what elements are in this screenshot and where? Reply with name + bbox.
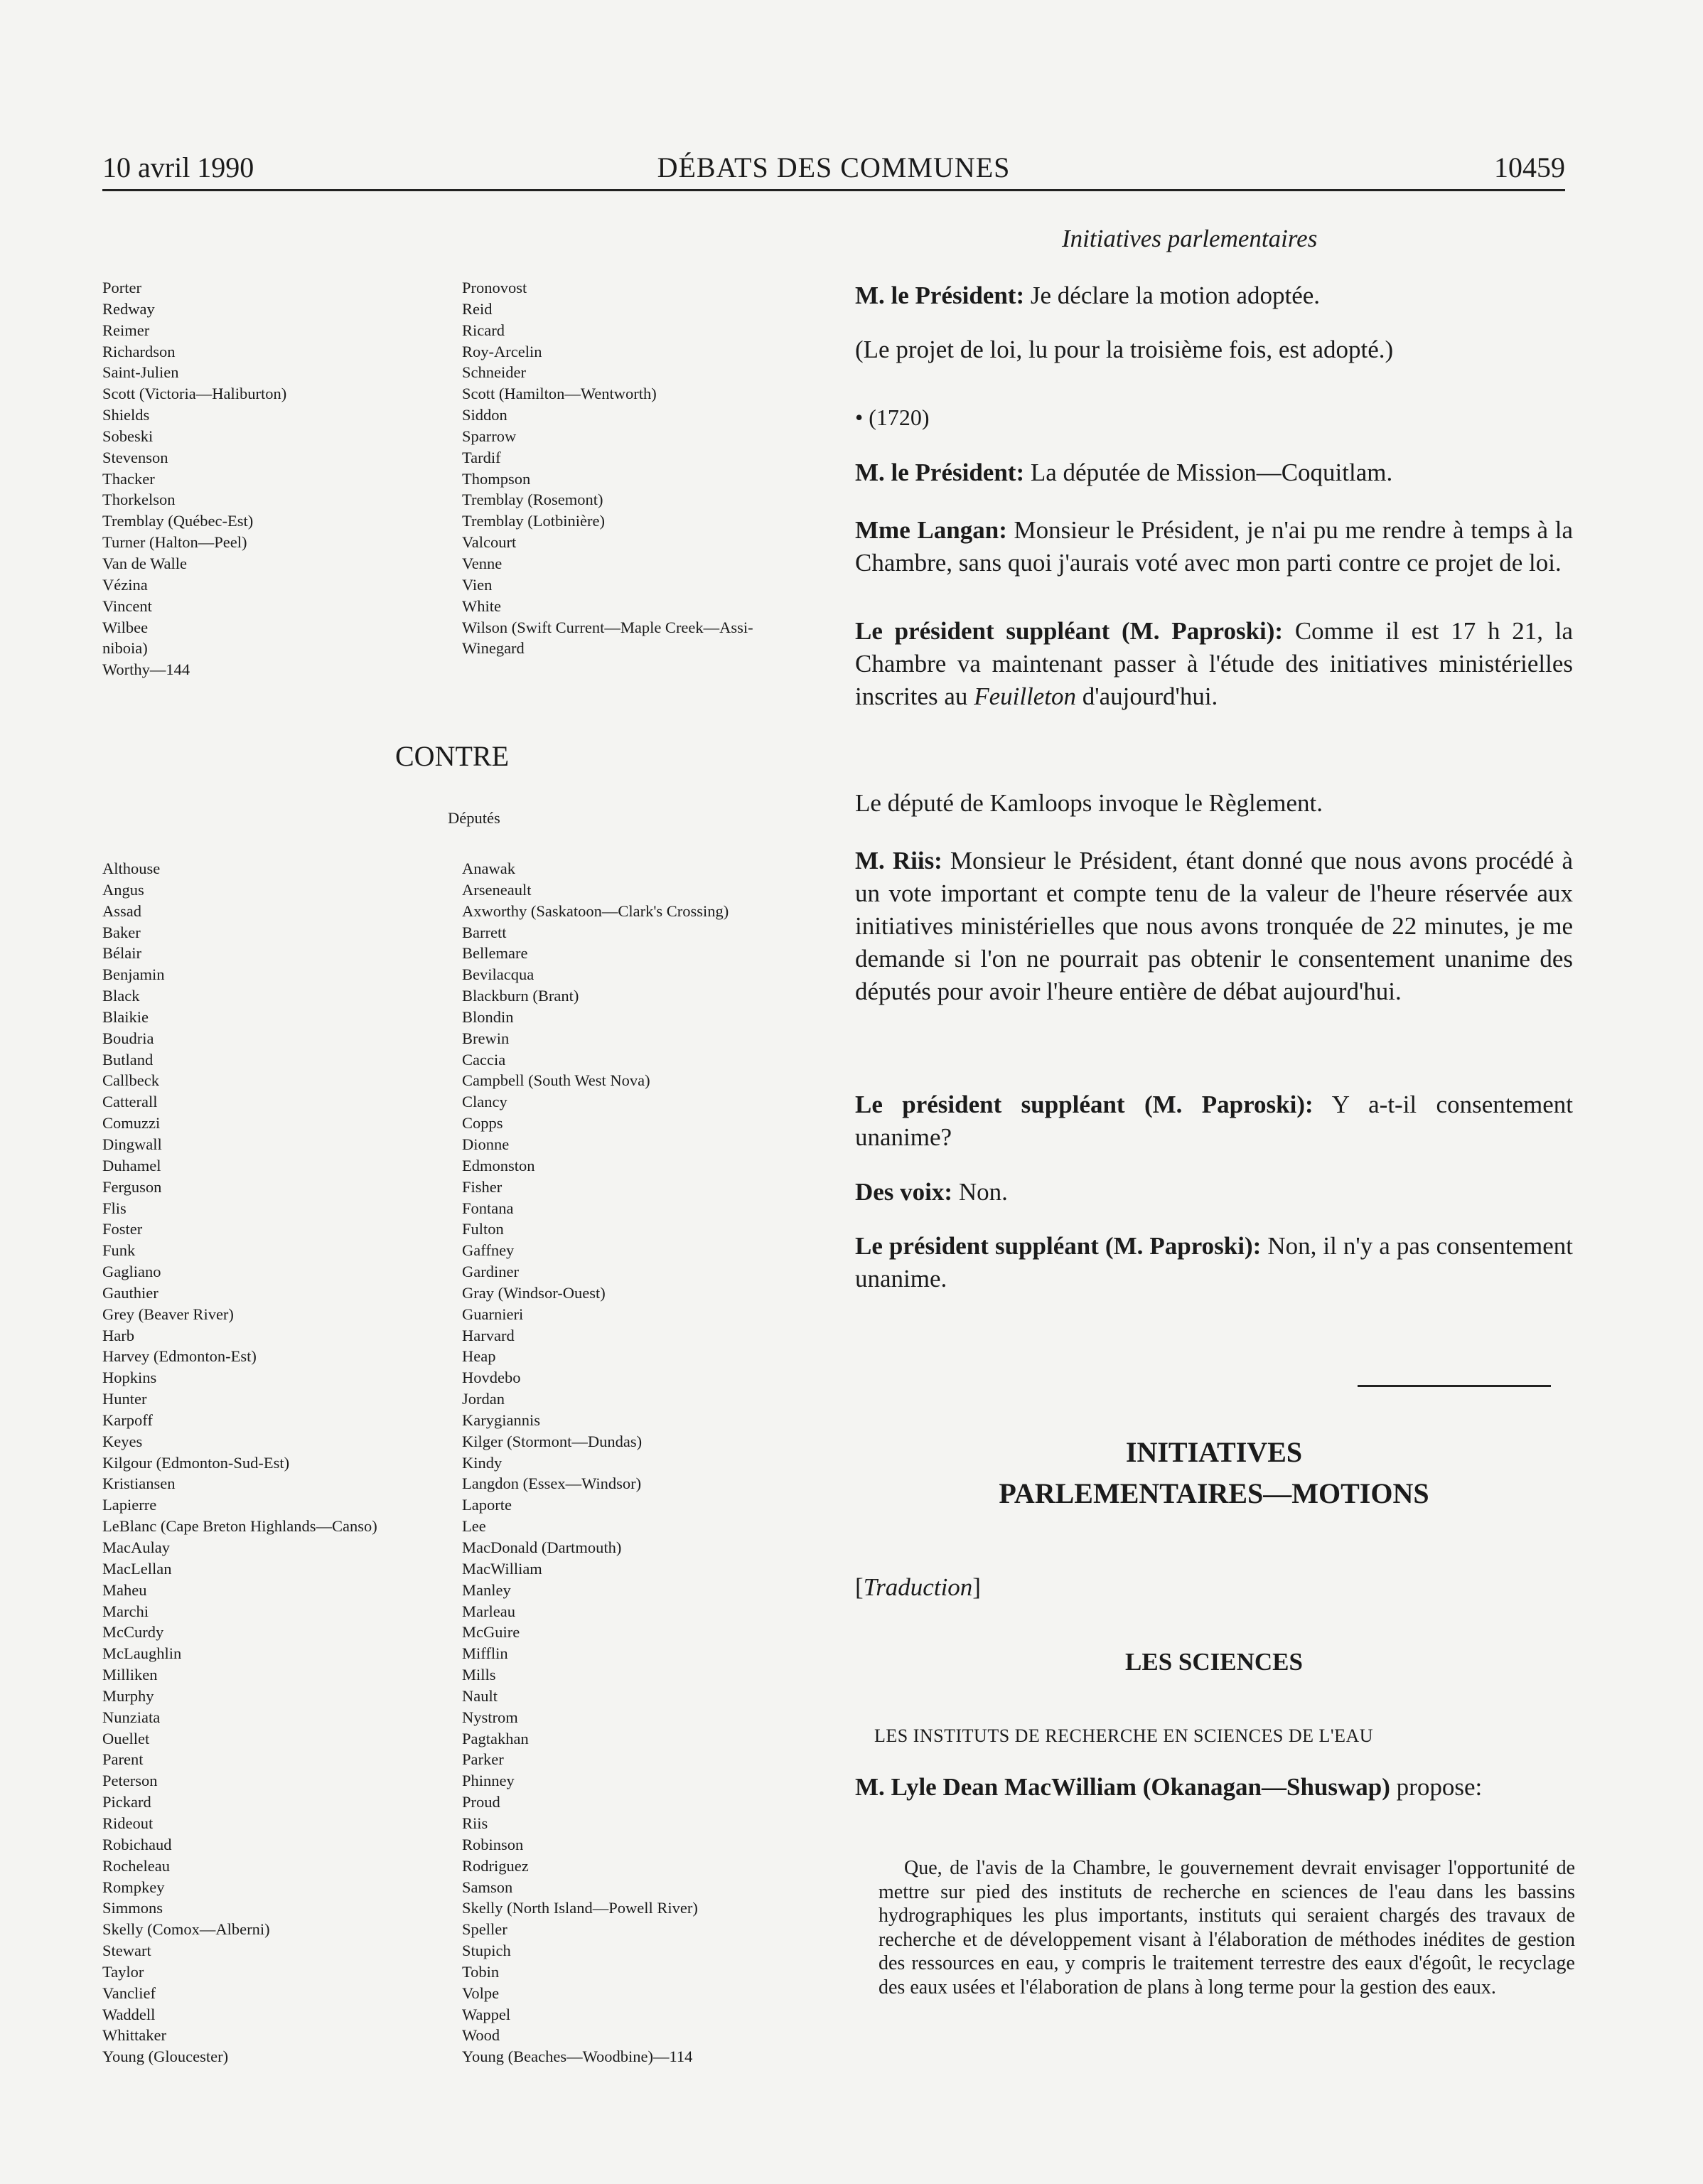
member-name: Grey (Beaver River): [102, 1305, 234, 1323]
member-name: Rocheleau: [102, 1856, 170, 1875]
member-name: Keyes: [102, 1432, 143, 1450]
member-name: Richardson: [102, 342, 176, 360]
member-name: Hovdebo: [462, 1369, 521, 1387]
member-name: Laporte: [462, 1496, 512, 1514]
paragraph-president-motion: [855, 279, 1573, 312]
member-name: McLaughlin: [102, 1644, 182, 1663]
speech-text: La députée de Mission—Coquitlam.: [1024, 459, 1393, 486]
member-name: Duhamel: [102, 1156, 161, 1174]
paragraph-kamloops: [855, 787, 1573, 820]
member-name: Bellemare: [462, 944, 528, 963]
member-name: Bevilacqua: [462, 965, 534, 984]
member-name: Angus: [102, 880, 144, 899]
member-name: Vanclief: [102, 1984, 156, 2002]
member-name: Proud: [462, 1793, 500, 1811]
member-name: Young (Beaches—Woodbine)—114: [462, 2048, 693, 2066]
member-name: Thorkelson: [102, 491, 176, 509]
speaker-label: M. le Président:: [855, 282, 1025, 309]
member-name: Maheu: [102, 1580, 147, 1599]
member-name: Thompson: [462, 469, 531, 488]
section-heading: Initiatives parlementaires: [1062, 225, 1318, 252]
member-name: niboia): [102, 639, 148, 658]
speech-text: propose:: [1390, 1773, 1483, 1801]
member-name: Foster: [102, 1220, 143, 1238]
paragraph-paproski-1: [855, 615, 1573, 713]
member-name: Speller: [462, 1920, 507, 1939]
motion-text: Que, de l'avis de la Chambre, le gouvernement devrait envisager l'opportunité de mettre sur pied des instituts de recherche en sciences de l'eau dans les bassins hydrographiques les plus importants, instituts qui seraient chargés des travaux de recherche et de développement visant à l'élaboration de méthodes inédites de gestion des ressources en eau, y compris le traitement terrestre des eaux d'égoût, le recyclage des eaux usées et l'élaboration de plans à long terme pour la gestion des eaux.: [879, 1857, 1575, 1998]
member-name: Baker: [102, 923, 141, 941]
member-name: Parent: [102, 1750, 144, 1769]
member-name: Karygiannis: [462, 1410, 540, 1429]
member-name: LeBlanc (Cape Breton Highlands—Canso): [102, 1517, 377, 1536]
paragraph-riis: [855, 845, 1573, 1008]
member-name: Nault: [462, 1686, 498, 1705]
member-name: Phinney: [462, 1772, 515, 1790]
paragraph-bill-adopted: [855, 333, 1573, 366]
member-name: Althouse: [102, 860, 161, 877]
member-name: Axworthy (Saskatoon—Clark's Crossing): [462, 901, 729, 920]
header-title: DÉBATS DES COMMUNES: [657, 151, 1011, 183]
paragraph-paproski-2: [855, 1088, 1573, 1154]
member-name: Pagtakhan: [462, 1729, 529, 1747]
member-name: Tremblay (Lotbinière): [462, 512, 605, 530]
member-name: Siddon: [462, 406, 507, 424]
member-name: Nunziata: [102, 1708, 161, 1726]
member-name: Arseneault: [462, 880, 532, 899]
member-name: Robinson: [462, 1835, 524, 1853]
member-name: Skelly (Comox—Alberni): [102, 1920, 270, 1939]
member-name: Assad: [102, 901, 141, 920]
member-name: Nystrom: [462, 1708, 518, 1726]
member-name: Turner (Halton—Peel): [102, 533, 247, 552]
member-name: Scott (Hamilton—Wentworth): [462, 385, 657, 403]
member-name: Caccia: [462, 1050, 506, 1069]
member-name: Redway: [102, 299, 155, 318]
member-name: Peterson: [102, 1772, 158, 1790]
member-name: Lapierre: [102, 1496, 157, 1514]
member-name: Thacker: [102, 469, 155, 488]
member-name: Kilgour (Edmonton-Sud-Est): [102, 1453, 290, 1472]
member-name: Stewart: [102, 1942, 151, 1960]
member-name: Ouellet: [102, 1729, 150, 1747]
member-name: Manley: [462, 1580, 511, 1599]
member-name: MacAulay: [102, 1538, 170, 1556]
member-name: Hunter: [102, 1390, 147, 1408]
member-name: Venne: [462, 554, 503, 572]
header-date: 10 avril 1990: [102, 151, 254, 183]
votes-pour-column-2: [462, 277, 753, 659]
member-name: Fisher: [462, 1177, 503, 1196]
member-name: Tremblay (Rosemont): [462, 491, 603, 509]
speaker-label: M. le Président:: [855, 459, 1025, 486]
section-divider: [1358, 1385, 1551, 1387]
member-name: Flis: [102, 1199, 127, 1217]
member-name: Dingwall: [102, 1135, 162, 1153]
member-name: Waddell: [102, 2005, 156, 2023]
speech-text: Je déclare la motion adoptée.: [1024, 282, 1321, 309]
member-name: Marchi: [102, 1602, 149, 1620]
page-header: [102, 146, 1565, 191]
member-name: Barrett: [462, 923, 507, 941]
member-name: Guarnieri: [462, 1305, 524, 1323]
member-name: Gardiner: [462, 1263, 519, 1281]
deputes-subheading: Députés: [448, 809, 500, 827]
member-name: Tremblay (Québec-Est): [102, 512, 254, 530]
member-name: Reimer: [102, 321, 150, 339]
member-name: Vézina: [102, 575, 148, 594]
member-name: Copps: [462, 1114, 503, 1133]
member-name: Benjamin: [102, 965, 165, 984]
heading-les-sciences: LES SCIENCES: [1125, 1648, 1303, 1676]
speech-text: Comme il est 17 h 21, la Chambre va maintenant passer à l'étude des initiatives ministérielles inscrites au: [855, 617, 1573, 710]
member-name: Shields: [102, 406, 150, 424]
speech-text: d'aujourd'hui.: [1076, 682, 1218, 710]
speech-text: Non.: [952, 1178, 1008, 1206]
member-name: Sobeski: [102, 427, 154, 445]
procedural-note: (Le projet de loi, lu pour la troisième fois, est adopté.): [855, 336, 1394, 363]
member-name: Ferguson: [102, 1177, 162, 1196]
member-name: White: [462, 596, 501, 615]
member-name: Kindy: [462, 1453, 503, 1472]
member-name: Dionne: [462, 1135, 510, 1153]
member-name: Campbell (South West Nova): [462, 1071, 650, 1090]
member-name: Winegard: [462, 639, 525, 658]
speaker-label: M. Lyle Dean MacWilliam (Okanagan—Shuswap): [855, 1773, 1390, 1801]
member-name: Tobin: [462, 1962, 500, 1981]
member-name: Hopkins: [102, 1369, 157, 1387]
member-name: Langdon (Essex—Windsor): [462, 1474, 642, 1493]
member-name: Volpe: [462, 1984, 500, 2002]
votes-contre-column-1: [102, 858, 377, 2067]
member-name: Sparrow: [462, 427, 517, 445]
member-name: Black: [102, 987, 140, 1005]
member-name: Brewin: [462, 1029, 510, 1047]
speaker-label: Le président suppléant (M. Paproski):: [855, 1091, 1313, 1118]
member-name: Porter: [102, 279, 141, 296]
speech-text: Y a-t-il consentement unanime?: [855, 1091, 1573, 1151]
member-name: Riis: [462, 1814, 488, 1832]
paragraph-time-stamp: [855, 401, 1573, 434]
member-name: Saint-Julien: [102, 363, 179, 382]
paragraph-president-deputee: [855, 456, 1573, 489]
member-name: Marleau: [462, 1602, 515, 1620]
member-name: Harvard: [462, 1326, 515, 1344]
votes-pour-column-1: [102, 277, 286, 680]
speaker-label: Des voix:: [855, 1178, 953, 1206]
speaker-label: Le président suppléant (M. Paproski):: [855, 617, 1284, 645]
member-name: MacDonald (Dartmouth): [462, 1538, 622, 1556]
member-name: Wilbee: [102, 618, 149, 636]
speech-text: Monsieur le Président, étant donné que nous avons procédé à un vote important et compte tenu de la valeur de l'heure réservée aux initiatives ministérielles que nous avons tronquée de 22 minutes, je me demande si l'on ne pourrait pas obtenir le consentement unanime des députés pour avoir l'heure entière de débat aujourd'hui.: [855, 847, 1573, 1005]
member-name: Kilger (Stormont—Dundas): [462, 1432, 643, 1450]
member-name: Wappel: [462, 2005, 511, 2023]
member-name: Whittaker: [102, 2026, 166, 2045]
member-name: Kristiansen: [102, 1474, 176, 1493]
member-name: Taylor: [102, 1962, 144, 1981]
speaker-label: Mme Langan:: [855, 516, 1007, 544]
member-name: Skelly (North Island—Powell River): [462, 1899, 698, 1917]
member-name: Boudria: [102, 1029, 154, 1047]
member-name: MacWilliam: [462, 1559, 542, 1578]
member-name: Fulton: [462, 1220, 504, 1238]
paragraph-langan: [855, 514, 1573, 579]
member-name: Gagliano: [102, 1263, 161, 1281]
member-name: Blaikie: [102, 1007, 149, 1026]
speaker-label: Le président suppléant (M. Paproski):: [855, 1232, 1262, 1260]
member-name: Stupich: [462, 1942, 511, 1960]
votes-contre-column-2: [462, 858, 729, 2067]
member-name: Harvey (Edmonton-Est): [102, 1347, 257, 1366]
member-name: Blackburn (Brant): [462, 987, 579, 1005]
speech-text: Monsieur le Président, je n'ai pu me rendre à temps à la Chambre, sans quoi j'aurais voté avec mon parti contre ce projet de loi.: [855, 516, 1573, 577]
traduction-label: Traduction: [863, 1573, 973, 1601]
member-name: Rideout: [102, 1814, 154, 1832]
speech-italic: Feuilleton: [974, 682, 1077, 710]
member-name: Gaffney: [462, 1241, 515, 1260]
member-name: Mifflin: [462, 1644, 508, 1663]
member-name: Butland: [102, 1050, 154, 1069]
member-name: Valcourt: [462, 533, 517, 552]
member-name: Young (Gloucester): [102, 2048, 229, 2066]
time-stamp: • (1720): [855, 405, 930, 430]
contre-heading: CONTRE: [395, 740, 509, 772]
member-name: Edmonston: [462, 1156, 535, 1174]
speaker-label: M. Riis:: [855, 847, 942, 874]
member-name: Schneider: [462, 363, 526, 382]
member-name: Heap: [462, 1347, 496, 1366]
member-name: Milliken: [102, 1666, 158, 1684]
member-name: Rodriguez: [462, 1856, 529, 1875]
member-name: Vien: [462, 575, 493, 594]
member-name: Scott (Victoria—Haliburton): [102, 385, 287, 403]
paragraph-paproski-3: [855, 1230, 1573, 1295]
member-name: Harb: [102, 1326, 134, 1344]
member-name: Catterall: [102, 1093, 158, 1111]
member-name: Lee: [462, 1517, 486, 1536]
paragraph-macwilliam: [855, 1771, 1573, 1804]
member-name: Fontana: [462, 1199, 514, 1217]
member-name: Tardif: [462, 448, 501, 466]
header-page-number: 10459: [1494, 151, 1565, 183]
member-name: Wood: [462, 2026, 500, 2045]
member-name: Gauthier: [102, 1283, 159, 1302]
member-name: McGuire: [462, 1623, 520, 1642]
member-name: Karpoff: [102, 1410, 153, 1429]
member-name: Reid: [462, 299, 493, 318]
member-name: Wilson (Swift Current—Maple Creek—Assi-: [462, 618, 753, 636]
heading-instituts-recherche: LES INSTITUTS DE RECHERCHE EN SCIENCES DE L'EAU: [874, 1725, 1374, 1746]
title-initiatives: INITIATIVES: [1125, 1436, 1303, 1468]
member-name: Robichaud: [102, 1835, 172, 1853]
member-name: Pickard: [102, 1793, 151, 1811]
member-name: Clancy: [462, 1093, 507, 1111]
member-name: Ricard: [462, 321, 505, 339]
member-name: Rompkey: [102, 1878, 165, 1896]
member-name: Bélair: [102, 944, 141, 963]
paragraph-traduction: [Traduction]: [855, 1573, 981, 1601]
member-name: Funk: [102, 1241, 136, 1260]
paragraph-des-voix: [855, 1176, 1573, 1209]
member-name: Pronovost: [462, 279, 527, 296]
title-parlementaires-motions: PARLEMENTAIRES—MOTIONS: [999, 1477, 1429, 1509]
member-name: Worthy—144: [102, 660, 190, 679]
speech-text: Non, il n'y a pas consentement unanime.: [855, 1232, 1573, 1292]
member-name: Samson: [462, 1878, 513, 1896]
member-name: Simmons: [102, 1899, 163, 1917]
member-name: Jordan: [462, 1390, 505, 1408]
member-name: Anawak: [462, 860, 515, 877]
member-name: Murphy: [102, 1686, 154, 1705]
member-name: Parker: [462, 1750, 504, 1769]
member-name: Callbeck: [102, 1071, 159, 1090]
member-name: Blondin: [462, 1007, 514, 1026]
member-name: Gray (Windsor-Ouest): [462, 1283, 606, 1302]
member-name: Stevenson: [102, 448, 168, 466]
member-name: Comuzzi: [102, 1114, 161, 1133]
member-name: MacLellan: [102, 1559, 172, 1578]
member-name: Roy-Arcelin: [462, 342, 542, 360]
member-name: Van de Walle: [102, 554, 187, 572]
member-name: Mills: [462, 1666, 496, 1684]
member-name: Vincent: [102, 596, 152, 615]
member-name: McCurdy: [102, 1623, 164, 1642]
speech-text: Le député de Kamloops invoque le Règlement.: [855, 789, 1323, 817]
